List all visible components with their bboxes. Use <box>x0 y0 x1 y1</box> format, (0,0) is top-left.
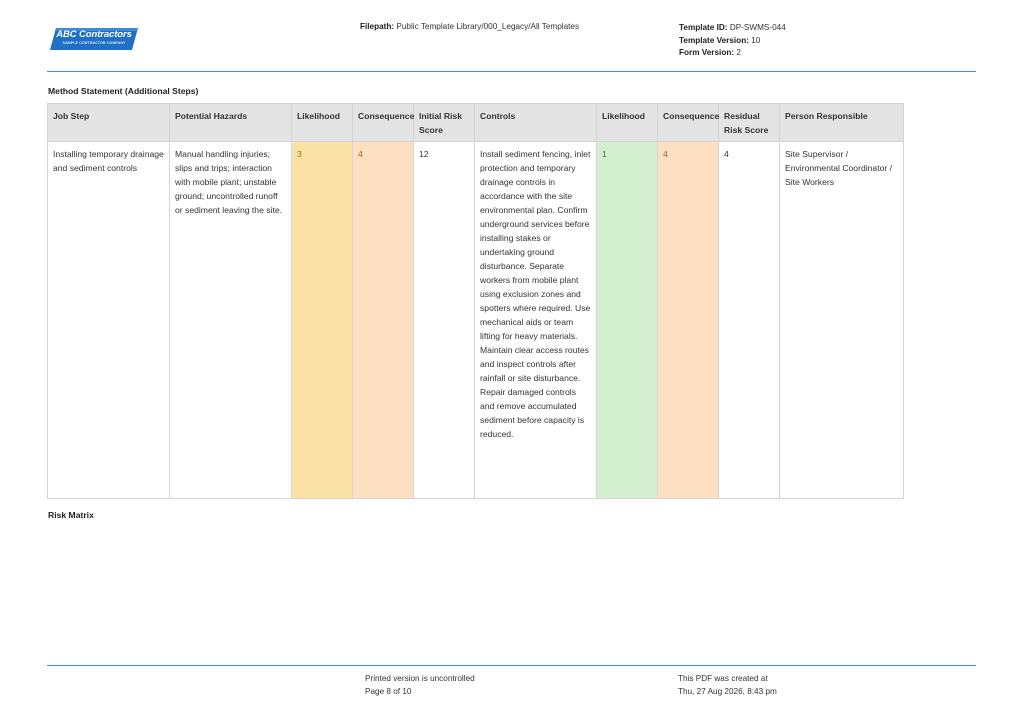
created-timestamp: Thu, 27 Aug 2026, 8:43 pm <box>678 686 777 696</box>
table-header-row <box>48 104 904 142</box>
template-version <box>679 35 786 48</box>
col-header-consequence: Consequence <box>353 104 414 142</box>
company-logo <box>50 27 138 51</box>
col-header-potential-hazards: Potential Hazards <box>170 104 292 142</box>
cell-residual-consequence <box>658 142 719 499</box>
filepath <box>360 22 579 31</box>
col-header-controls: Controls <box>475 104 597 142</box>
col-header-initial-risk-score: Initial Risk Score <box>414 104 475 142</box>
cell-residual-risk-score: 4 <box>719 142 780 499</box>
filepath-label: Filepath: <box>360 22 395 31</box>
cell-controls: Install sediment fencing, inlet protection and temporary drainage controls in accordance with the site environmental plan. Confirm underground services before installing stakes or undertaking ground disturbance. Separate workers from mobile plant using exclusion zones and spotters where required. Use mechanical aids or team lifting for heavy materials. Maintain clear access routes and inspect controls after rainfall or site disturbance. Repair damaged controls and remove accumulated sediment before capacity is reduced. <box>475 142 597 499</box>
col-header-person-responsible: Person Responsible <box>780 104 904 142</box>
method-statement-title: Method Statement (Additional Steps) <box>48 86 199 96</box>
template-id-label: Template ID: <box>679 23 728 32</box>
table-row <box>48 142 904 499</box>
likelihood-value: 3 <box>297 149 302 159</box>
risk-matrix-title: Risk Matrix <box>48 510 94 520</box>
template-version-value: 10 <box>751 35 761 45</box>
created-label: This PDF was created at <box>678 674 768 683</box>
cell-consequence <box>353 142 414 499</box>
filepath-value: Public Template Library/000_Legacy/All Templates <box>396 22 580 31</box>
residual-consequence-value: 4 <box>663 149 668 159</box>
template-meta <box>679 22 786 60</box>
footer-right <box>678 673 777 698</box>
template-version-label: Template Version: <box>679 35 749 45</box>
template-id-value: DP-SWMS-044 <box>729 23 786 32</box>
footer-divider <box>47 665 976 666</box>
residual-likelihood-value: 1 <box>602 149 607 159</box>
cell-likelihood <box>292 142 353 499</box>
consequence-value: 4 <box>358 149 363 159</box>
logo-tagline: SAMPLE CONTRACTOR COMPANY <box>62 41 126 45</box>
method-statement-table <box>47 103 904 499</box>
cell-initial-risk-score: 12 <box>414 142 475 499</box>
page-number: Page 8 of 10 <box>365 686 412 696</box>
logo-name: ABC Contractors <box>56 29 132 40</box>
header-divider <box>47 71 976 72</box>
uncontrolled-notice: Printed version is uncontrolled <box>365 674 475 683</box>
col-header-residual-likelihood: Likelihood <box>597 104 658 142</box>
cell-potential-hazards: Manual handling injuries; slips and trips; interaction with mobile plant; unstable ground; uncontrolled runoff or sediment leaving the site. <box>170 142 292 499</box>
form-version-value: 2 <box>736 48 741 57</box>
col-header-likelihood: Likelihood <box>292 104 353 142</box>
cell-person-responsible: Site Supervisor / Environmental Coordinator / Site Workers <box>780 142 904 499</box>
cell-residual-likelihood <box>597 142 658 499</box>
col-header-job-step: Job Step <box>48 104 170 142</box>
col-header-residual-risk-score: Residual Risk Score <box>719 104 780 142</box>
form-version-label: Form Version: <box>679 48 735 57</box>
footer-left <box>365 673 475 698</box>
template-id <box>679 22 786 35</box>
form-version <box>679 47 786 60</box>
col-header-residual-consequence: Consequence <box>658 104 719 142</box>
cell-job-step: Installing temporary drainage and sediment controls <box>48 142 170 499</box>
